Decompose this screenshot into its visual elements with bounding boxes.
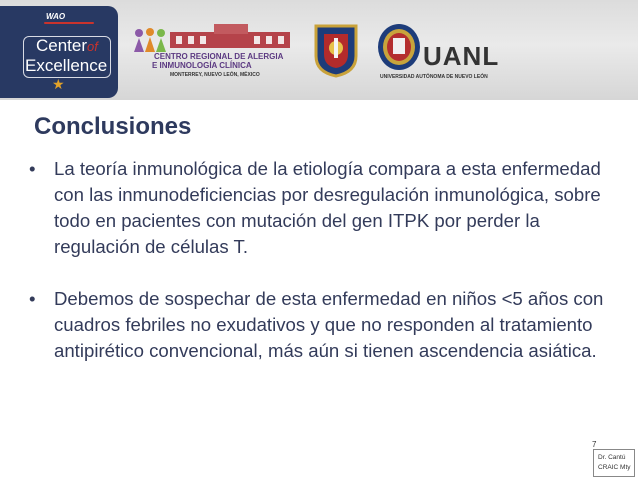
bullet-list — [29, 156, 609, 364]
uanl-subtitle: UNIVERSIDAD AUTÓNOMA DE NUEVO LEÓN — [380, 74, 488, 80]
header-banner — [0, 0, 638, 100]
bullet-text: Debemos de sospechar de esta enfermedad en niños <5 años con cuadros febriles no exudativos y que no responden al tratamiento antipirético convencional, más aún si tienen ascendencia asiática. — [54, 288, 604, 361]
bullet-item — [29, 286, 609, 364]
cra-location: MONTERREY, NUEVO LEÓN, MÉXICO — [170, 72, 260, 78]
medicine-faculty-seal — [312, 22, 360, 78]
coe-line1: Centerof — [36, 36, 98, 55]
people-icon — [132, 28, 172, 54]
cra-name-line1: CENTRO REGIONAL DE ALERGIA — [154, 52, 284, 61]
star-icon: ★ — [52, 76, 65, 92]
author-tag — [593, 449, 635, 477]
center-of-excellence-logo — [0, 6, 118, 98]
building-icon — [170, 22, 290, 50]
bullet-text: La teoría inmunológica de la etiología compara a esta enfermedad con las inmunodeficiencias por desregulación inmunológica, sobre todo en pacientes con mutación del gen ITPK por perder la regulación de células T. — [54, 158, 601, 257]
author-name: Dr. Cantú — [598, 454, 626, 461]
slide-title: Conclusiones — [34, 113, 192, 140]
page-number: 7 — [592, 440, 597, 449]
uanl-seal — [376, 22, 422, 72]
bullet-item — [29, 156, 609, 260]
cra-logo — [130, 16, 298, 82]
cra-name-line2: E INMUNOLOGÍA CLÍNICA — [152, 61, 252, 70]
bullet-icon: • — [29, 158, 36, 179]
coe-org-label: WAO — [46, 12, 66, 21]
uanl-wordmark: UANL — [423, 41, 500, 71]
bullet-icon: • — [29, 288, 36, 309]
coe-line2: Excellence — [25, 56, 108, 75]
coe-swoosh — [44, 22, 94, 24]
author-affiliation: CRAIC Mty — [598, 464, 631, 471]
